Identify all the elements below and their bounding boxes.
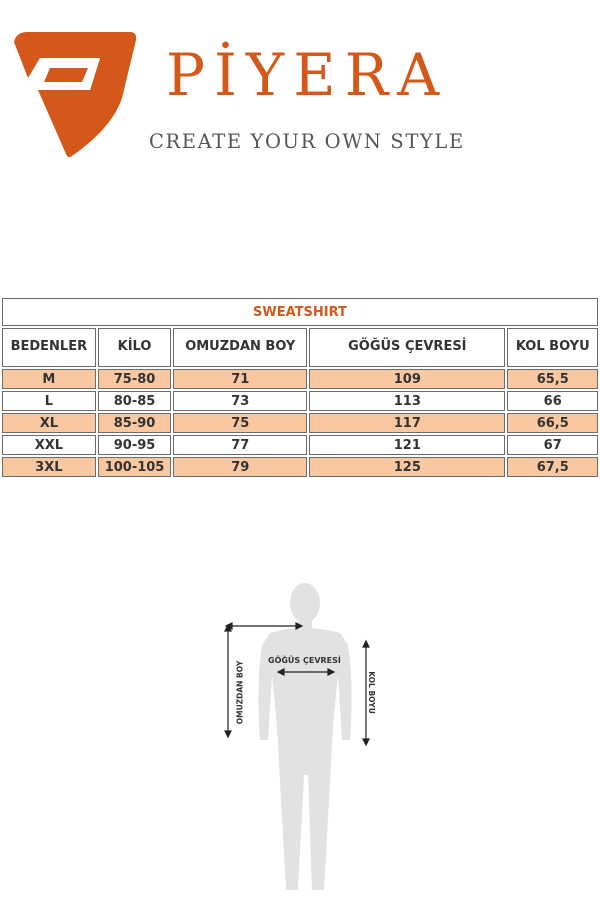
table-title: SWEATSHIRT [2, 298, 598, 326]
table-header-row [2, 328, 598, 367]
cell-gogus-cevresi: 113 [309, 391, 505, 411]
cell-kol-boyu: 67 [507, 435, 598, 455]
cell-omuzdan-boy: 77 [173, 435, 307, 455]
header-omuzdan-boy: OMUZDAN BOY [173, 328, 307, 367]
size-chart-table [0, 296, 600, 479]
label-kol-boyu: KOL BOYU [366, 671, 376, 714]
cell-size: XXL [2, 435, 96, 455]
cell-kilo: 75-80 [98, 369, 172, 389]
cell-kilo: 85-90 [98, 413, 172, 433]
cell-size: 3XL [2, 457, 96, 477]
cell-kol-boyu: 66,5 [507, 413, 598, 433]
cell-kilo: 80-85 [98, 391, 172, 411]
measurement-diagram [220, 575, 380, 895]
cell-omuzdan-boy: 79 [173, 457, 307, 477]
cell-omuzdan-boy: 73 [173, 391, 307, 411]
header-gogus-cevresi: GÖĞÜS ÇEVRESİ [309, 328, 505, 367]
header-kilo: KİLO [98, 328, 172, 367]
table-row [2, 391, 598, 411]
cell-gogus-cevresi: 121 [309, 435, 505, 455]
brand-name: PİYERA [166, 41, 449, 109]
table-row [2, 457, 598, 477]
cell-kol-boyu: 65,5 [507, 369, 598, 389]
cell-kilo: 100-105 [98, 457, 172, 477]
table-row [2, 369, 598, 389]
cell-size: M [2, 369, 96, 389]
cell-gogus-cevresi: 117 [309, 413, 505, 433]
cell-omuzdan-boy: 71 [173, 369, 307, 389]
header-bedenler: BEDENLER [2, 328, 96, 367]
cell-gogus-cevresi: 125 [309, 457, 505, 477]
header-kol-boyu: KOL BOYU [507, 328, 598, 367]
cell-kol-boyu: 67,5 [507, 457, 598, 477]
brand-tagline: CREATE YOUR OWN STYLE [149, 130, 465, 153]
label-gogus-cevresi: GÖĞÜS ÇEVRESİ [268, 656, 341, 665]
cell-gogus-cevresi: 109 [309, 369, 505, 389]
cell-kilo: 90-95 [98, 435, 172, 455]
body-silhouette-icon [258, 583, 351, 890]
cell-size: L [2, 391, 96, 411]
cell-kol-boyu: 66 [507, 391, 598, 411]
table-row [2, 413, 598, 433]
cell-omuzdan-boy: 75 [173, 413, 307, 433]
table-row [2, 435, 598, 455]
cell-size: XL [2, 413, 96, 433]
label-omuzdan-boy: OMUZDAN BOY [235, 660, 245, 725]
brand-logo-icon [10, 28, 138, 160]
